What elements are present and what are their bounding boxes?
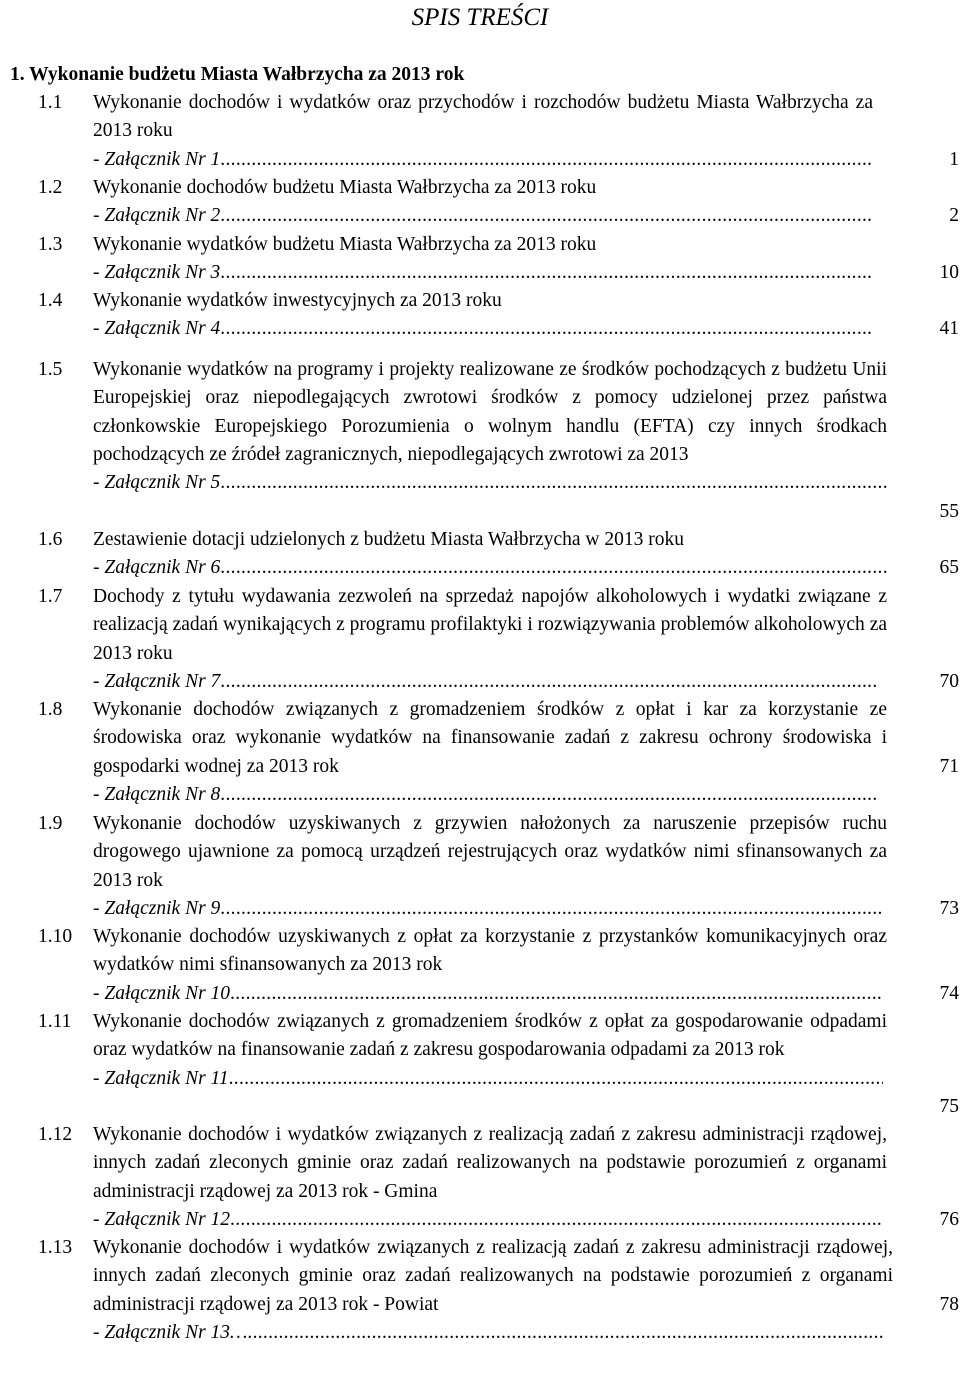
entry-title: Wykonanie dochodów uzyskiwanych z grzywien nałożonych za naruszenie przepisów ruchu drogowego ujawnione za pomocą urządzeń rejestrujących oraz wydatków nimi sfinansowanych za 2013 rok	[93, 813, 887, 891]
entry-title: Wykonanie wydatków budżetu Miasta Wałbrzycha za 2013 roku	[93, 234, 597, 255]
dot-leader	[247, 1319, 883, 1347]
entry-title: Wykonanie dochodów budżetu Miasta Wałbrzycha za 2013 roku	[93, 177, 597, 198]
attachment-label: - Załącznik Nr 2	[93, 205, 221, 227]
entry-number: 1.13	[38, 1237, 73, 1258]
dot-leader	[220, 554, 887, 582]
entry-number: 1.3	[38, 234, 63, 255]
entry-title: Wykonanie dochodów i wydatków oraz przychodów i rozchodów budżetu Miasta Wałbrzycha za 2013 roku	[93, 92, 873, 142]
entry-number: 1.10	[38, 926, 73, 947]
entry-number: 1.6	[38, 529, 63, 550]
page-number: 1	[949, 148, 959, 170]
attachment-label: - Załącznik Nr 11	[93, 1067, 229, 1089]
page-number: 10	[939, 262, 959, 284]
page-number: 2	[949, 205, 959, 227]
dot-leader	[220, 202, 873, 230]
entry-number: 1.8	[38, 699, 63, 720]
dot-leader	[220, 668, 879, 696]
attachment-label: - Załącznik Nr 1	[93, 148, 221, 170]
entry-title: Dochody z tytułu wydawania zezwoleń na sprzedaż napojów alkoholowych i wydatki związane z realizacją zadań wynikających z programu profilaktyki i rozwiązywania problemów alkoholowych za 2013 roku	[93, 586, 887, 664]
entry-title: Wykonanie wydatków na programy i projekty realizowane ze środków pochodzących z budżetu Unii Europejskiej oraz niepodlegających zwrotowi środków z pomocy udzielonej przez państwa członkowskie Europejskiego Porozumienia o wolnym handlu (EFTA) czy innych środkach pochodzących ze źródeł zagranicznych, niepodlegających zwrotowi za 2013	[93, 359, 887, 465]
entry-number: 1.7	[38, 586, 63, 607]
page-number: 71	[939, 755, 959, 777]
page-number: 70	[939, 670, 959, 692]
page-number: 74	[939, 982, 959, 1004]
entry-title: Wykonanie dochodów i wydatków związanych z realizacją zadań z zakresu administracji rządowej, innych zadań zleconych gminie oraz zadań realizowanych na podstawie porozumień z organami administracji rządowej za 2013 rok - Powiat	[93, 1237, 893, 1315]
attachment-label: - Załącznik Nr 6	[93, 557, 221, 579]
dot-leader	[220, 315, 873, 343]
page-number: 41	[939, 318, 959, 340]
entry-title: Wykonanie wydatków inwestycyjnych za 2013 roku	[93, 290, 502, 311]
entry-number: 1.11	[38, 1011, 72, 1032]
dot-leader	[220, 895, 883, 923]
attachment-label: - Załącznik Nr 3	[93, 262, 221, 284]
dot-leader	[220, 146, 873, 174]
main-heading: 1. Wykonanie budżetu Miasta Wałbrzycha za 2013 rok	[10, 64, 465, 85]
page-number: 76	[939, 1208, 959, 1230]
entry-number: 1.9	[38, 813, 63, 834]
page-number: 55	[939, 500, 959, 522]
page-number: 78	[939, 1293, 959, 1315]
entry-number: 1.12	[38, 1124, 73, 1145]
entry-title: Zestawienie dotacji udzielonych z budżetu Miasta Wałbrzycha w 2013 roku	[93, 529, 684, 550]
attachment-label: - Załącznik Nr 10	[93, 982, 231, 1004]
entry-number: 1.1	[38, 92, 63, 113]
dot-leader	[230, 980, 883, 1008]
entry-title: Wykonanie dochodów uzyskiwanych z opłat za korzystanie z przystanków komunikacyjnych oraz wydatków nimi sfinansowanych za 2013 rok	[93, 926, 887, 976]
dot-leader	[220, 781, 879, 809]
attachment-label: - Załącznik Nr 7	[93, 670, 221, 692]
attachment-label: - Załącznik Nr 9	[93, 897, 221, 919]
dot-leader	[229, 1065, 883, 1093]
attachment-label: - Załącznik Nr 5	[93, 472, 221, 494]
entry-number: 1.5	[38, 359, 63, 380]
attachment-label: - Załącznik Nr 4	[93, 318, 221, 340]
entry-number: 1.4	[38, 290, 63, 311]
attachment-label: - Załącznik Nr 8	[93, 783, 221, 805]
entry-title: Wykonanie dochodów związanych z gromadzeniem środków z opłat i kar za korzystanie ze środowiska oraz wykonanie wydatków na finansowanie zadań z zakresu ochrony środowiska i gospodarki wodnej za 2013 rok	[93, 699, 887, 777]
attachment-label: - Załącznik Nr 13…	[93, 1321, 248, 1343]
page-title: SPIS TREŚCI	[411, 4, 549, 31]
page-number: 65	[939, 557, 959, 579]
dot-leader	[220, 469, 887, 497]
page-number: 75	[939, 1095, 959, 1117]
attachment-label: - Załącznik Nr 12	[93, 1208, 231, 1230]
dot-leader	[230, 1206, 883, 1234]
page-number: 73	[939, 897, 959, 919]
entry-number: 1.2	[38, 177, 63, 198]
entry-title: Wykonanie dochodów i wydatków związanych z realizacją zadań z zakresu administracji rządowej, innych zadań zleconych gminie oraz zadań realizowanych na podstawie porozumień z organami administracji rządowej za 2013 rok - Gmina	[93, 1124, 887, 1202]
entry-title: Wykonanie dochodów związanych z gromadzeniem środków z opłat za gospodarowanie odpadami oraz wydatków na finansowanie zadań z zakresu gospodarowania odpadami za 2013 rok	[93, 1011, 887, 1061]
dot-leader	[220, 259, 873, 287]
